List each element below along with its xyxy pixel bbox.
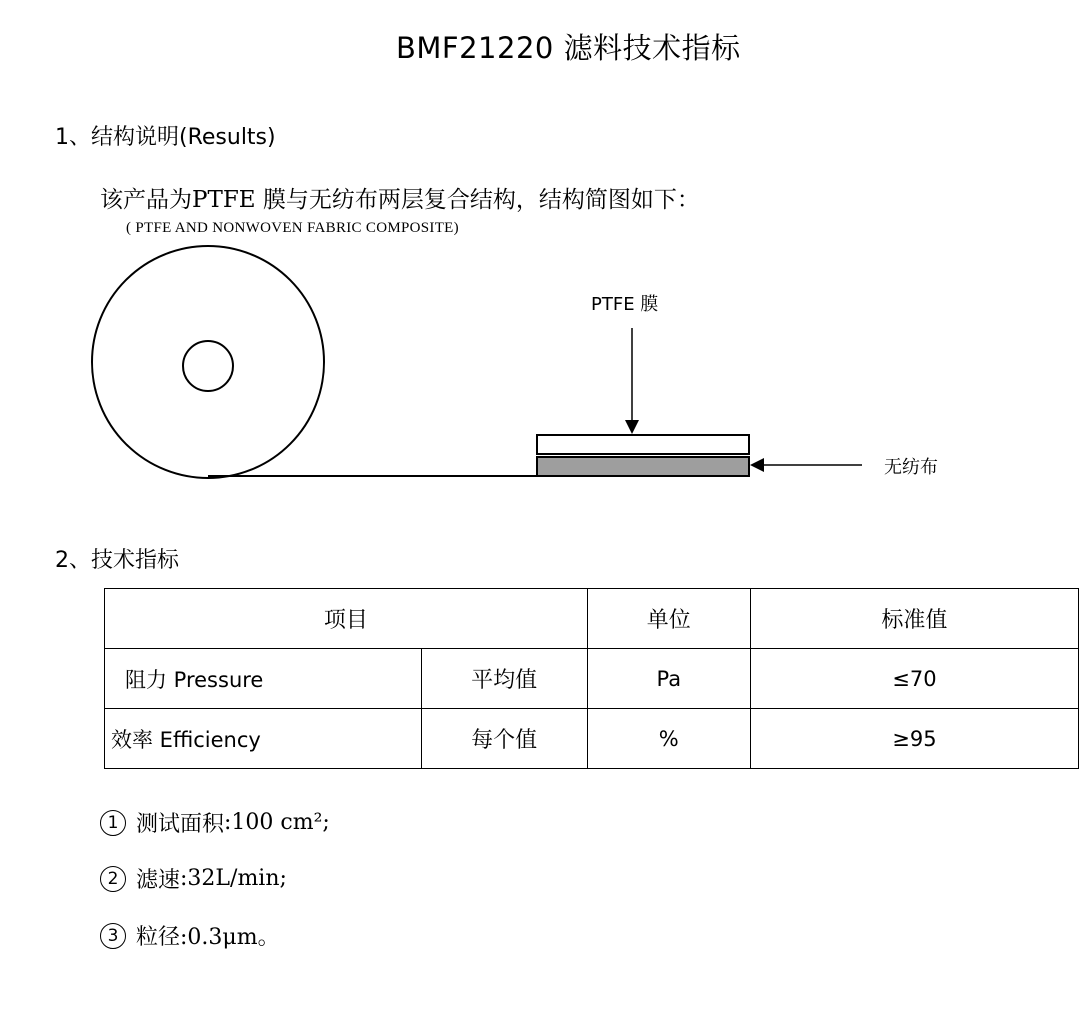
note-value: :100 cm²; xyxy=(224,810,330,835)
row-unit: Pa xyxy=(587,649,750,709)
header-item: 项目 xyxy=(105,589,588,649)
page-title: BMF21220 滤料技术指标 xyxy=(396,31,741,65)
circled-number: 1 xyxy=(100,810,126,836)
label-ptfe: PTFE 膜 xyxy=(591,294,659,315)
table-header-row xyxy=(105,589,1079,649)
row-unit: % xyxy=(587,709,750,769)
header-unit: 单位 xyxy=(587,589,750,649)
structure-description: 该产品为PTFE 膜与无纺布两层复合结构，结构简图如下： xyxy=(100,187,700,213)
ptfe-membrane-layer xyxy=(537,435,749,454)
row-type: 平均值 xyxy=(421,649,587,709)
spec-table xyxy=(104,588,1079,769)
row-value: ≤70 xyxy=(750,649,1078,709)
row-value: ≥95 xyxy=(750,709,1078,769)
note-label: 滤速 xyxy=(136,868,181,893)
table-row xyxy=(105,709,1079,769)
note-value: :0.3μm。 xyxy=(180,925,280,950)
circled-number: 2 xyxy=(100,866,126,892)
note-label: 粒径 xyxy=(136,925,181,950)
circled-number: 3 xyxy=(100,923,126,949)
nonwoven-layer xyxy=(537,457,749,476)
filter-roll xyxy=(92,246,537,478)
nonwoven-arrow xyxy=(750,458,862,472)
ptfe-arrow xyxy=(625,328,639,434)
header-value: 标准值 xyxy=(750,589,1078,649)
note-value: :32L/min; xyxy=(180,866,287,891)
note-label: 测试面积 xyxy=(136,812,225,837)
label-nonwoven: 无纺布 xyxy=(884,457,938,478)
note-item xyxy=(100,920,280,951)
table-row xyxy=(105,649,1079,709)
row-type: 每个值 xyxy=(421,709,587,769)
row-item: 阻力 Pressure xyxy=(105,649,422,709)
note-item xyxy=(100,807,330,838)
row-item: 效率 Efficiency xyxy=(105,709,422,769)
structure-description-en: ( PTFE AND NONWOVEN FABRIC COMPOSITE) xyxy=(126,220,459,236)
section2-heading: 2、技术指标 xyxy=(55,548,179,573)
note-item xyxy=(100,863,287,894)
section1-heading: 1、结构说明(Results) xyxy=(55,125,276,150)
